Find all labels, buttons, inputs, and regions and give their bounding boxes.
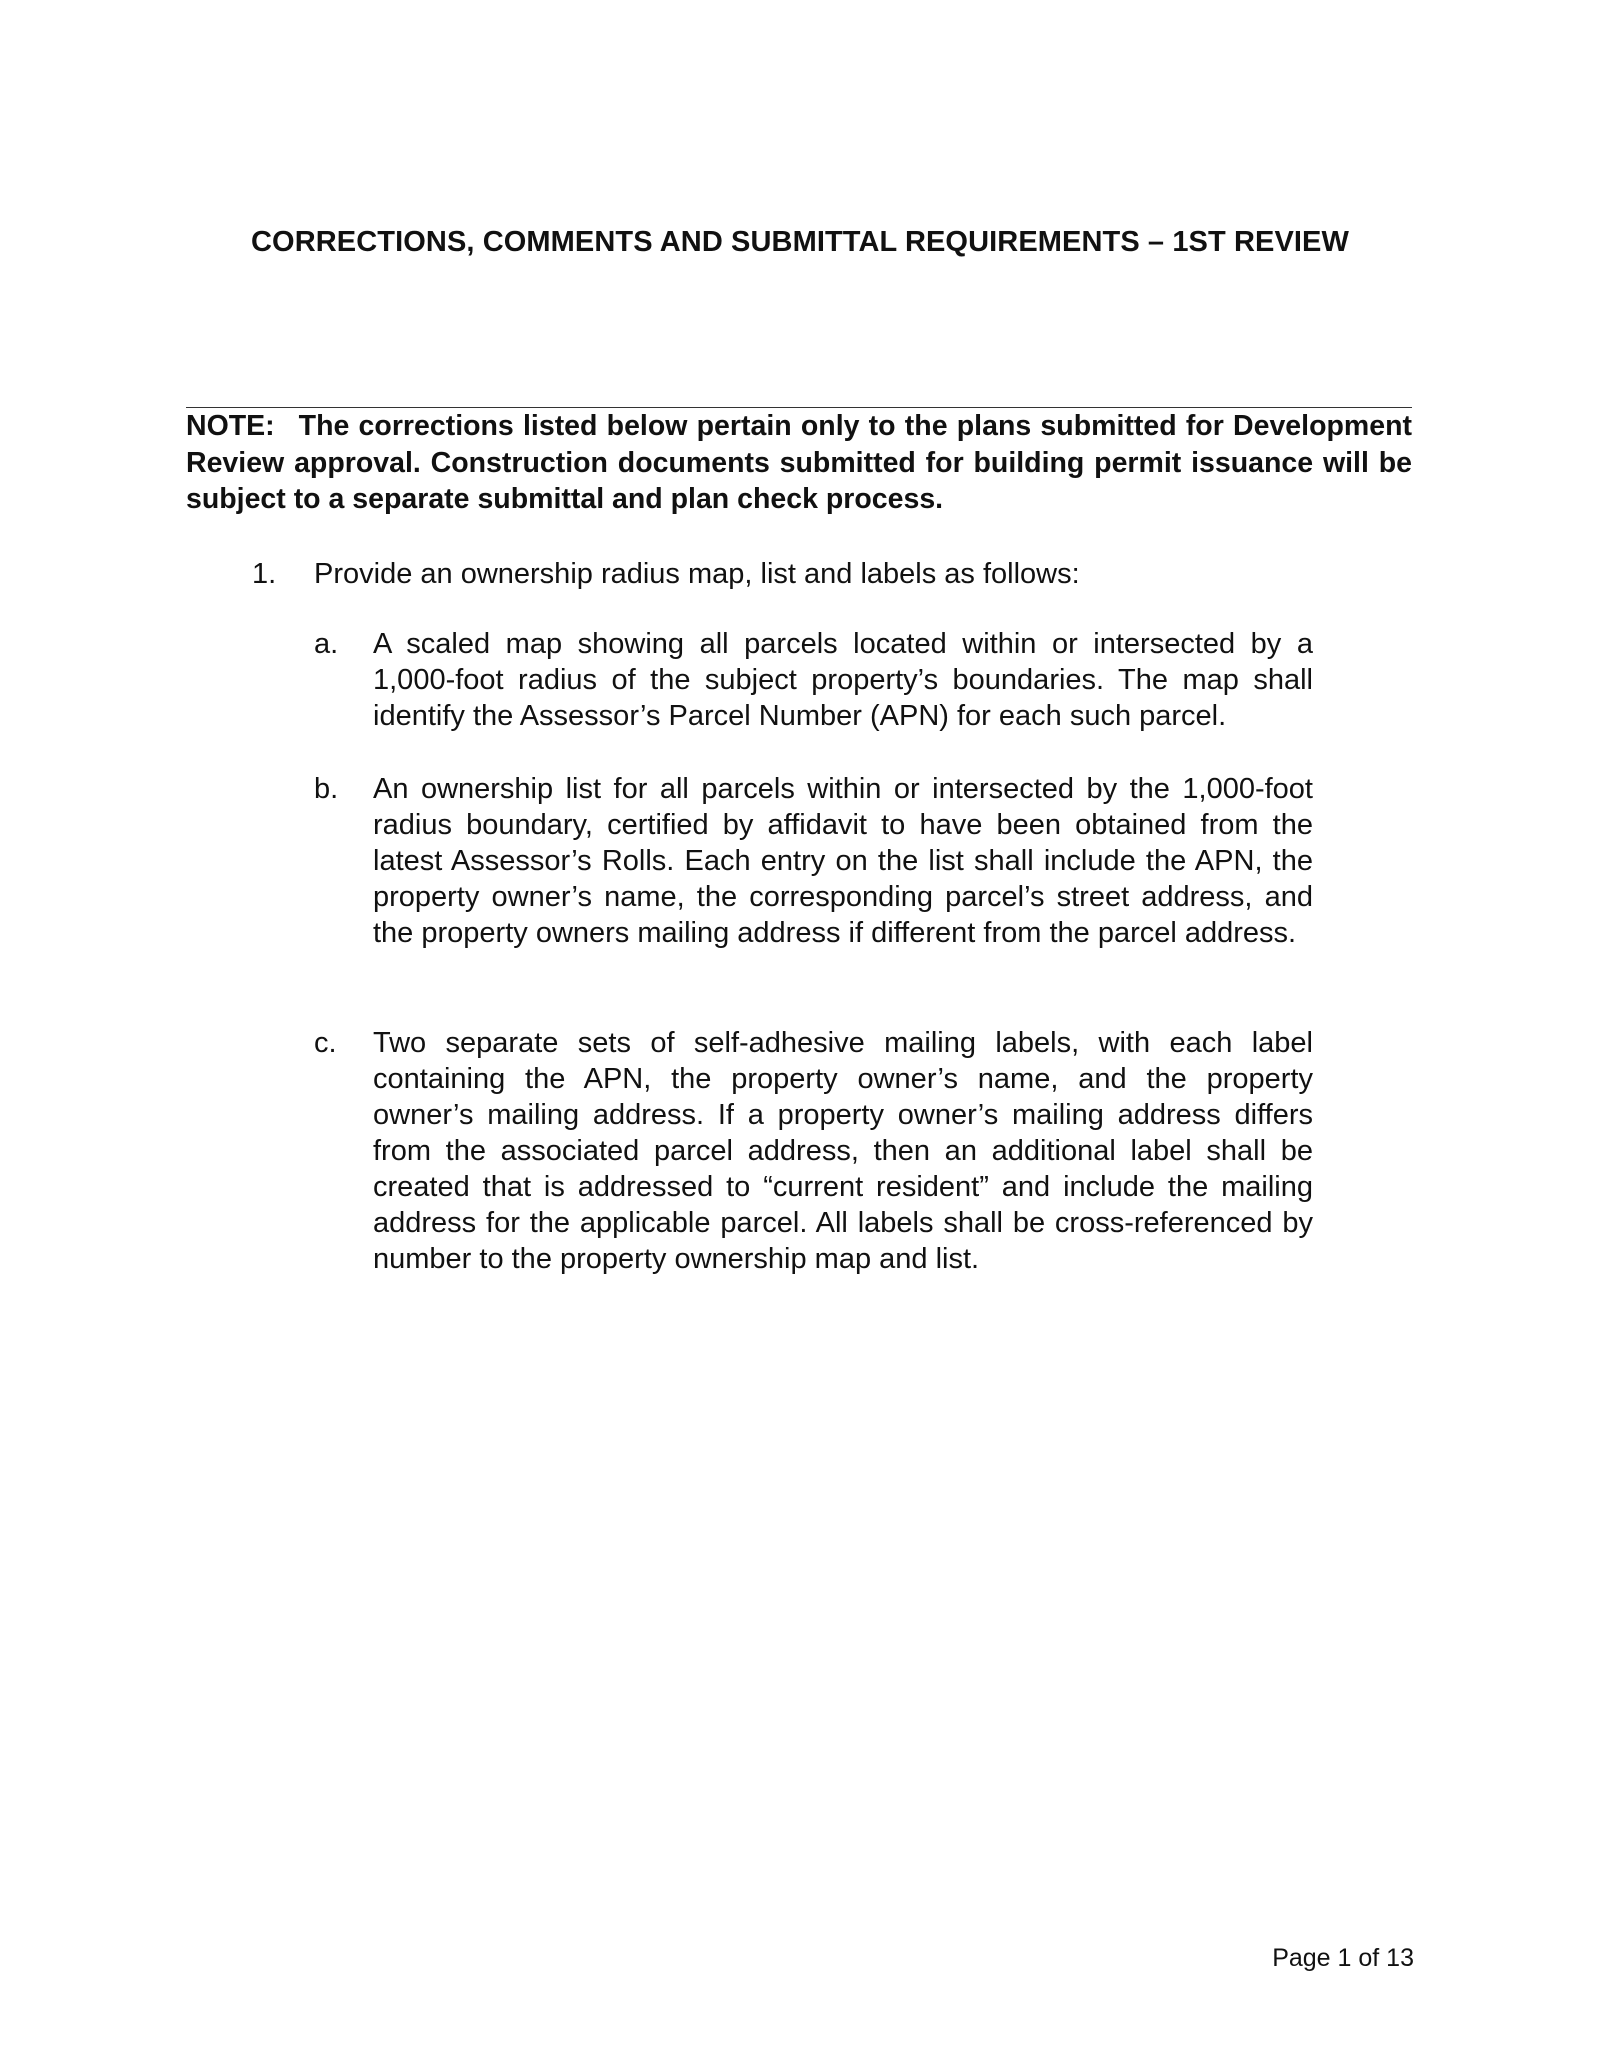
sub-item-text: Two separate sets of self-adhesive mailing labels, with each label containing the APN, the property owner’s name, and the property owner’s mailing address. If a property owner’s mailing address differs from the associated parcel address, then an additional label shall be created that is addressed to “current resident” and include the mailing address for the applicable parcel. All labels shall be cross-referenced by number to the property ownership map and list. bbox=[373, 1027, 1313, 1275]
list-item-1 bbox=[252, 556, 1352, 592]
sub-item-letter: a. bbox=[314, 628, 339, 660]
sub-item-c bbox=[314, 1025, 1314, 1277]
document-title: CORRECTIONS, COMMENTS AND SUBMITTAL REQUIREMENTS – 1ST REVIEW bbox=[251, 226, 1349, 258]
sub-item-text: An ownership list for all parcels within or intersected by the 1,000-foot radius boundary, certified by affidavit to have been obtained from the latest Assessor’s Rolls. Each entry on the list shall include the APN, the property owner’s name, the corresponding parcel’s street address, and the property owners mailing address if different from the parcel address. bbox=[373, 773, 1313, 949]
sub-item-b bbox=[314, 771, 1314, 951]
list-item-text: Provide an ownership radius map, list and labels as follows: bbox=[314, 558, 1080, 590]
note-text: The corrections listed below pertain only to the plans submitted for Development Review approval. Construction documents submitted for building permit issuance will be subject to a separate submittal and plan check process. bbox=[186, 410, 1412, 515]
note-label: NOTE: bbox=[186, 410, 275, 442]
note-paragraph bbox=[186, 408, 1412, 518]
sub-item-letter: b. bbox=[314, 773, 339, 805]
list-item-number: 1. bbox=[252, 558, 277, 590]
page-number: Page 1 of 13 bbox=[1272, 1944, 1414, 1972]
sub-item-a bbox=[314, 626, 1314, 734]
sub-item-text: A scaled map showing all parcels located within or intersected by a 1,000-foot radius of the subject property’s boundaries. The map shall identify the Assessor’s Parcel Number (APN) for each such parcel. bbox=[373, 628, 1313, 732]
sub-item-letter: c. bbox=[314, 1027, 337, 1059]
